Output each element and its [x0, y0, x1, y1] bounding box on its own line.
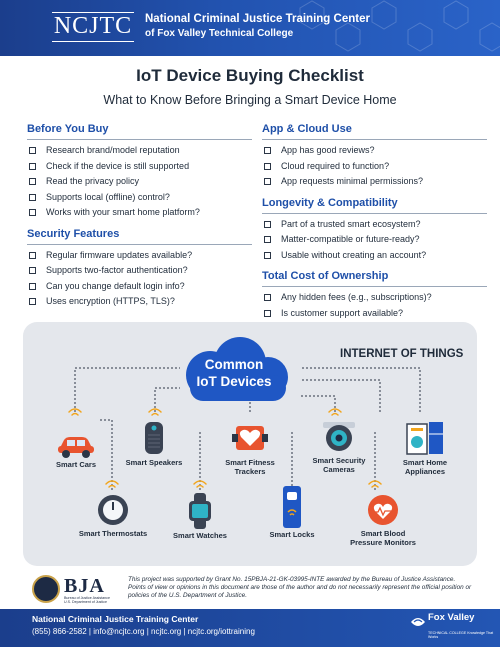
org-subtitle: of Fox Valley Technical College	[145, 28, 294, 39]
checklist-item-label: Uses encryption (HTTPS, TLS)?	[46, 296, 175, 306]
device-label: Smart Cars	[55, 460, 97, 469]
checklist-section	[27, 123, 247, 221]
checklist-item-label: App requests minimal permissions?	[281, 176, 424, 186]
device-label: Smart Locks	[269, 530, 315, 539]
checklist-item	[27, 248, 247, 264]
device-smart-blood-pressure-monitors	[344, 493, 422, 547]
checklist-item-label: Cloud required to function?	[281, 160, 390, 171]
checklist-item-label: Matter-compatible or future-ready?	[281, 234, 420, 244]
checklist-item	[262, 217, 482, 233]
checkbox[interactable]	[29, 147, 36, 154]
cloud-label-line2: IoT Devices	[196, 374, 272, 389]
checkbox[interactable]	[29, 194, 36, 201]
checklist-item-label: Regular firmware updates available?	[46, 249, 193, 260]
iot-heading: INTERNET OF THINGS	[340, 348, 464, 360]
section-divider	[27, 244, 252, 245]
checklist-section	[262, 197, 482, 264]
checklist-item-label: Works with your smart home platform?	[46, 207, 200, 217]
device-label-line2: Cameras	[323, 465, 355, 474]
checklist-item-label: Is customer support available?	[281, 307, 404, 318]
checklist-item-label: Research brand/model reputation	[46, 145, 180, 155]
checklist-item	[262, 306, 482, 322]
checkbox[interactable]	[264, 221, 271, 228]
ncjtc-logo: NCJTC	[52, 12, 134, 42]
speaker-icon	[142, 420, 166, 456]
section-heading: Longevity & Compatibility	[262, 196, 398, 209]
section-divider	[262, 139, 487, 140]
checklist-right-column	[262, 123, 482, 328]
checklist-item	[27, 294, 247, 310]
checklist-item-label: Part of a trusted smart ecosystem?	[281, 218, 421, 229]
device-label: Smart Home	[402, 458, 448, 467]
device-smart-home-appliances	[396, 420, 454, 476]
section-divider	[27, 139, 252, 140]
checklist-item-label: Usable without creating an account?	[281, 249, 427, 260]
checkbox[interactable]	[264, 294, 271, 301]
checklist-section	[262, 270, 482, 321]
checkbox[interactable]	[264, 252, 271, 259]
watch-icon	[187, 493, 213, 529]
checkbox[interactable]	[29, 163, 36, 170]
checklist-left-column	[27, 123, 247, 317]
cloud-label-line1: Common	[204, 357, 264, 372]
checklist-item	[27, 205, 247, 221]
checklist-item	[27, 159, 247, 175]
checklist-item-label: Can you change default login info?	[46, 280, 185, 291]
heart-monitor-icon	[366, 493, 400, 527]
fitness-icon	[232, 420, 268, 456]
checklist-section	[27, 228, 247, 310]
checklist-item-label: Read the privacy policy	[46, 176, 140, 186]
checklist-item	[27, 190, 247, 206]
footer-org-name: National Criminal Justice Training Center	[32, 614, 199, 624]
checklist-item-label: Supports two-factor authentication?	[46, 265, 188, 275]
checkbox[interactable]	[29, 298, 36, 305]
device-smart-cars	[48, 432, 104, 469]
checkbox[interactable]	[29, 209, 36, 216]
page-subtitle: What to Know Before Bringing a Smart Device Home	[103, 93, 397, 107]
device-label-line2: Appliances	[404, 467, 445, 476]
lock-icon	[277, 486, 307, 528]
car-icon	[56, 432, 96, 458]
checkbox[interactable]	[264, 310, 271, 317]
device-label: Smart Speakers	[125, 458, 183, 467]
appliance-icon	[405, 420, 445, 456]
checklist-item	[27, 279, 247, 295]
device-label-line2: Trackers	[234, 467, 266, 476]
section-heading: Total Cost of Ownership	[262, 270, 389, 282]
checkbox[interactable]	[29, 178, 36, 185]
checkbox[interactable]	[29, 267, 36, 274]
section-heading: Before You Buy	[27, 123, 109, 135]
section-divider	[262, 286, 487, 287]
bja-logo-subtext: Bureau of Justice Assistance U.S. Department of Justice	[64, 596, 110, 604]
device-smart-watches	[170, 493, 230, 540]
device-smart-fitness-trackers	[218, 420, 282, 476]
hex-pattern	[280, 0, 500, 56]
checklist-item	[262, 248, 482, 264]
checkbox[interactable]	[264, 178, 271, 185]
checklist-item	[262, 174, 482, 190]
org-name: National Criminal Justice Training Center	[145, 13, 370, 25]
checklist-item-label: Supports local (offline) control?	[46, 191, 170, 202]
device-smart-locks	[262, 486, 322, 539]
checklist-item	[262, 159, 482, 175]
footer-contact-info: (855) 866-2582 | info@ncjtc.org | ncjtc.org | ncjtc.org/iottraining	[32, 627, 255, 636]
checklist-item-label: Any hidden fees (e.g., subscriptions)?	[281, 292, 432, 302]
device-smart-security-cameras	[306, 420, 372, 474]
checklist-section	[262, 123, 482, 190]
section-heading: Security Features	[27, 227, 120, 240]
grant-disclaimer: This project was supported by Grant No. 15PBJA-21-GK-03995-INTE awarded by the Bureau of Justice Assistance. Points of view or opinions in this document are those of the author and do not necessarily represent the official position or policies of the U.S. Department of Justice.	[128, 576, 472, 600]
camera-icon	[319, 420, 359, 454]
device-label-line2: Pressure Monitors	[350, 538, 416, 547]
checkbox[interactable]	[264, 163, 271, 170]
checklist-item	[262, 143, 482, 159]
section-divider	[262, 213, 487, 214]
device-label: Smart Blood	[360, 529, 406, 538]
fox-valley-logo-name: Fox Valley	[428, 612, 475, 623]
bja-logo: BJA	[64, 575, 105, 597]
device-smart-speakers	[122, 420, 186, 467]
checklist-item	[262, 232, 482, 248]
checkbox[interactable]	[29, 283, 36, 290]
device-label: Smart Security	[312, 456, 366, 465]
fox-valley-logo-subtext: TECHNICAL COLLEGE Knowledge That Works	[428, 631, 494, 639]
checklist-item	[27, 174, 247, 190]
checklist-item-label: Check if the device is still supported	[46, 160, 190, 171]
device-label: Smart Thermostats	[78, 529, 148, 538]
device-smart-thermostats	[78, 493, 148, 538]
section-heading: App & Cloud Use	[262, 123, 352, 135]
device-label: Smart Watches	[173, 531, 227, 540]
checklist-item	[262, 290, 482, 306]
checklist-item	[27, 263, 247, 279]
checkbox[interactable]	[264, 236, 271, 243]
thermostat-icon	[96, 493, 130, 527]
doj-seal-icon	[32, 575, 60, 603]
checklist-item	[27, 143, 247, 159]
checkbox[interactable]	[29, 252, 36, 259]
checklist-item-label: App has good reviews?	[281, 145, 375, 155]
device-label: Smart Fitness	[225, 458, 275, 467]
checkbox[interactable]	[264, 147, 271, 154]
page-title: IoT Device Buying Checklist	[136, 66, 364, 85]
fox-valley-logo-icon	[410, 614, 426, 630]
